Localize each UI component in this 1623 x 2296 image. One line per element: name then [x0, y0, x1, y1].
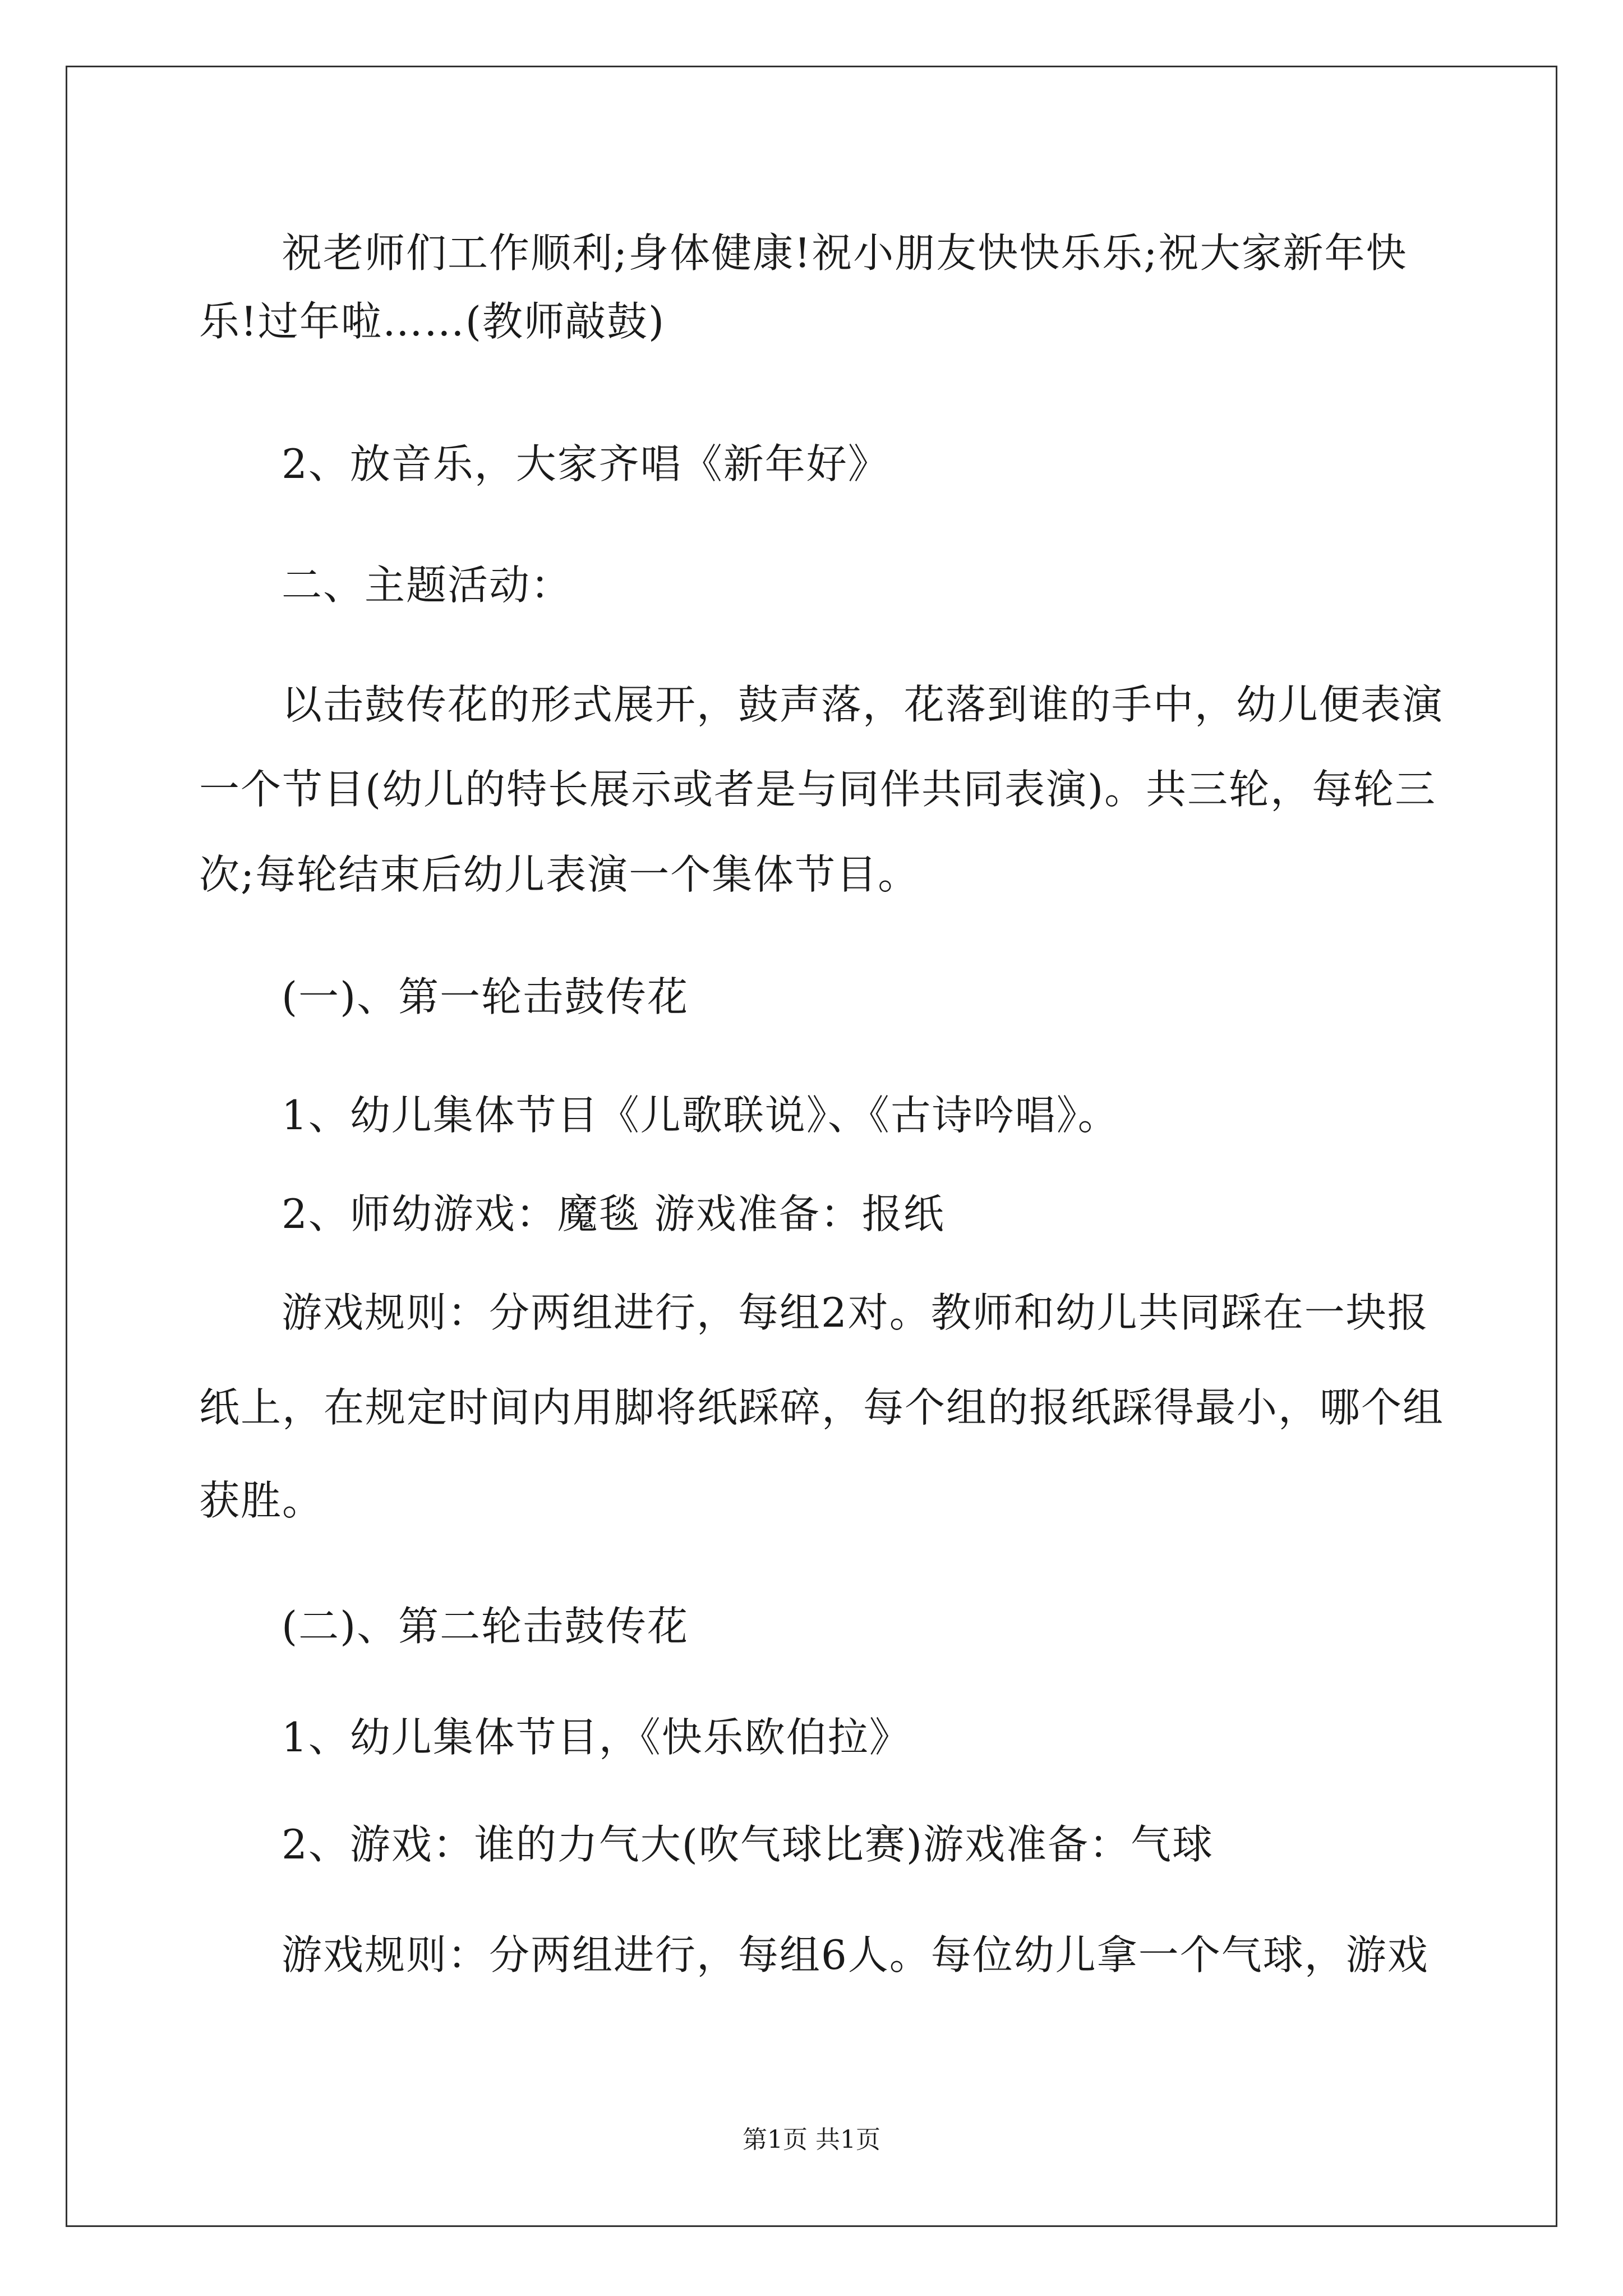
subsection-heading: (一)、第一轮击鼓传花 [282, 973, 689, 1020]
section-heading: 二、主题活动： [282, 562, 573, 609]
paragraph-line: 纸上，在规定时间内用脚将纸踩碎，每个组的报纸踩得最小，哪个组 [199, 1384, 1445, 1431]
paragraph-line: 一个节目(幼儿的特长展示或者是与同伴共同表演)。共三轮，每轮三 [199, 766, 1437, 813]
paragraph-line: 祝老师们工作顺利;身体健康!祝小朋友快快乐乐;祝大家新年快 [282, 229, 1408, 277]
paragraph-line: 1、幼儿集体节目《儿歌联说》、《古诗吟唱》。 [282, 1092, 1119, 1139]
paragraph-line: 次;每轮结束后幼儿表演一个集体节目。 [199, 851, 920, 898]
paragraph-line: 游戏规则：分两组进行，每组6人。每位幼儿拿一个气球，游戏 [282, 1931, 1429, 1978]
page-footer: 第1页 共1页 [743, 2125, 880, 2154]
paragraph-line: 2、师幼游戏：魔毯 游戏准备：报纸 [282, 1190, 945, 1237]
paragraph-line: 2、放音乐，大家齐唱《新年好》 [282, 440, 889, 487]
paragraph-line: 获胜。 [199, 1477, 324, 1524]
page-border [66, 66, 1557, 2227]
paragraph-line: 乐!过年啦……(教师敲鼓) [199, 298, 666, 345]
subsection-heading: (二)、第二轮击鼓传花 [282, 1603, 689, 1650]
paragraph-line: 1、幼儿集体节目，《快乐欧伯拉》 [282, 1714, 911, 1761]
paragraph-line: 以击鼓传花的形式展开，鼓声落，花落到谁的手中，幼儿便表演 [282, 681, 1444, 728]
paragraph-line: 游戏规则：分两组进行，每组2对。教师和幼儿共同踩在一块报 [282, 1289, 1429, 1336]
paragraph-line: 2、游戏：谁的力气大(吹气球比赛)游戏准备：气球 [282, 1821, 1214, 1868]
